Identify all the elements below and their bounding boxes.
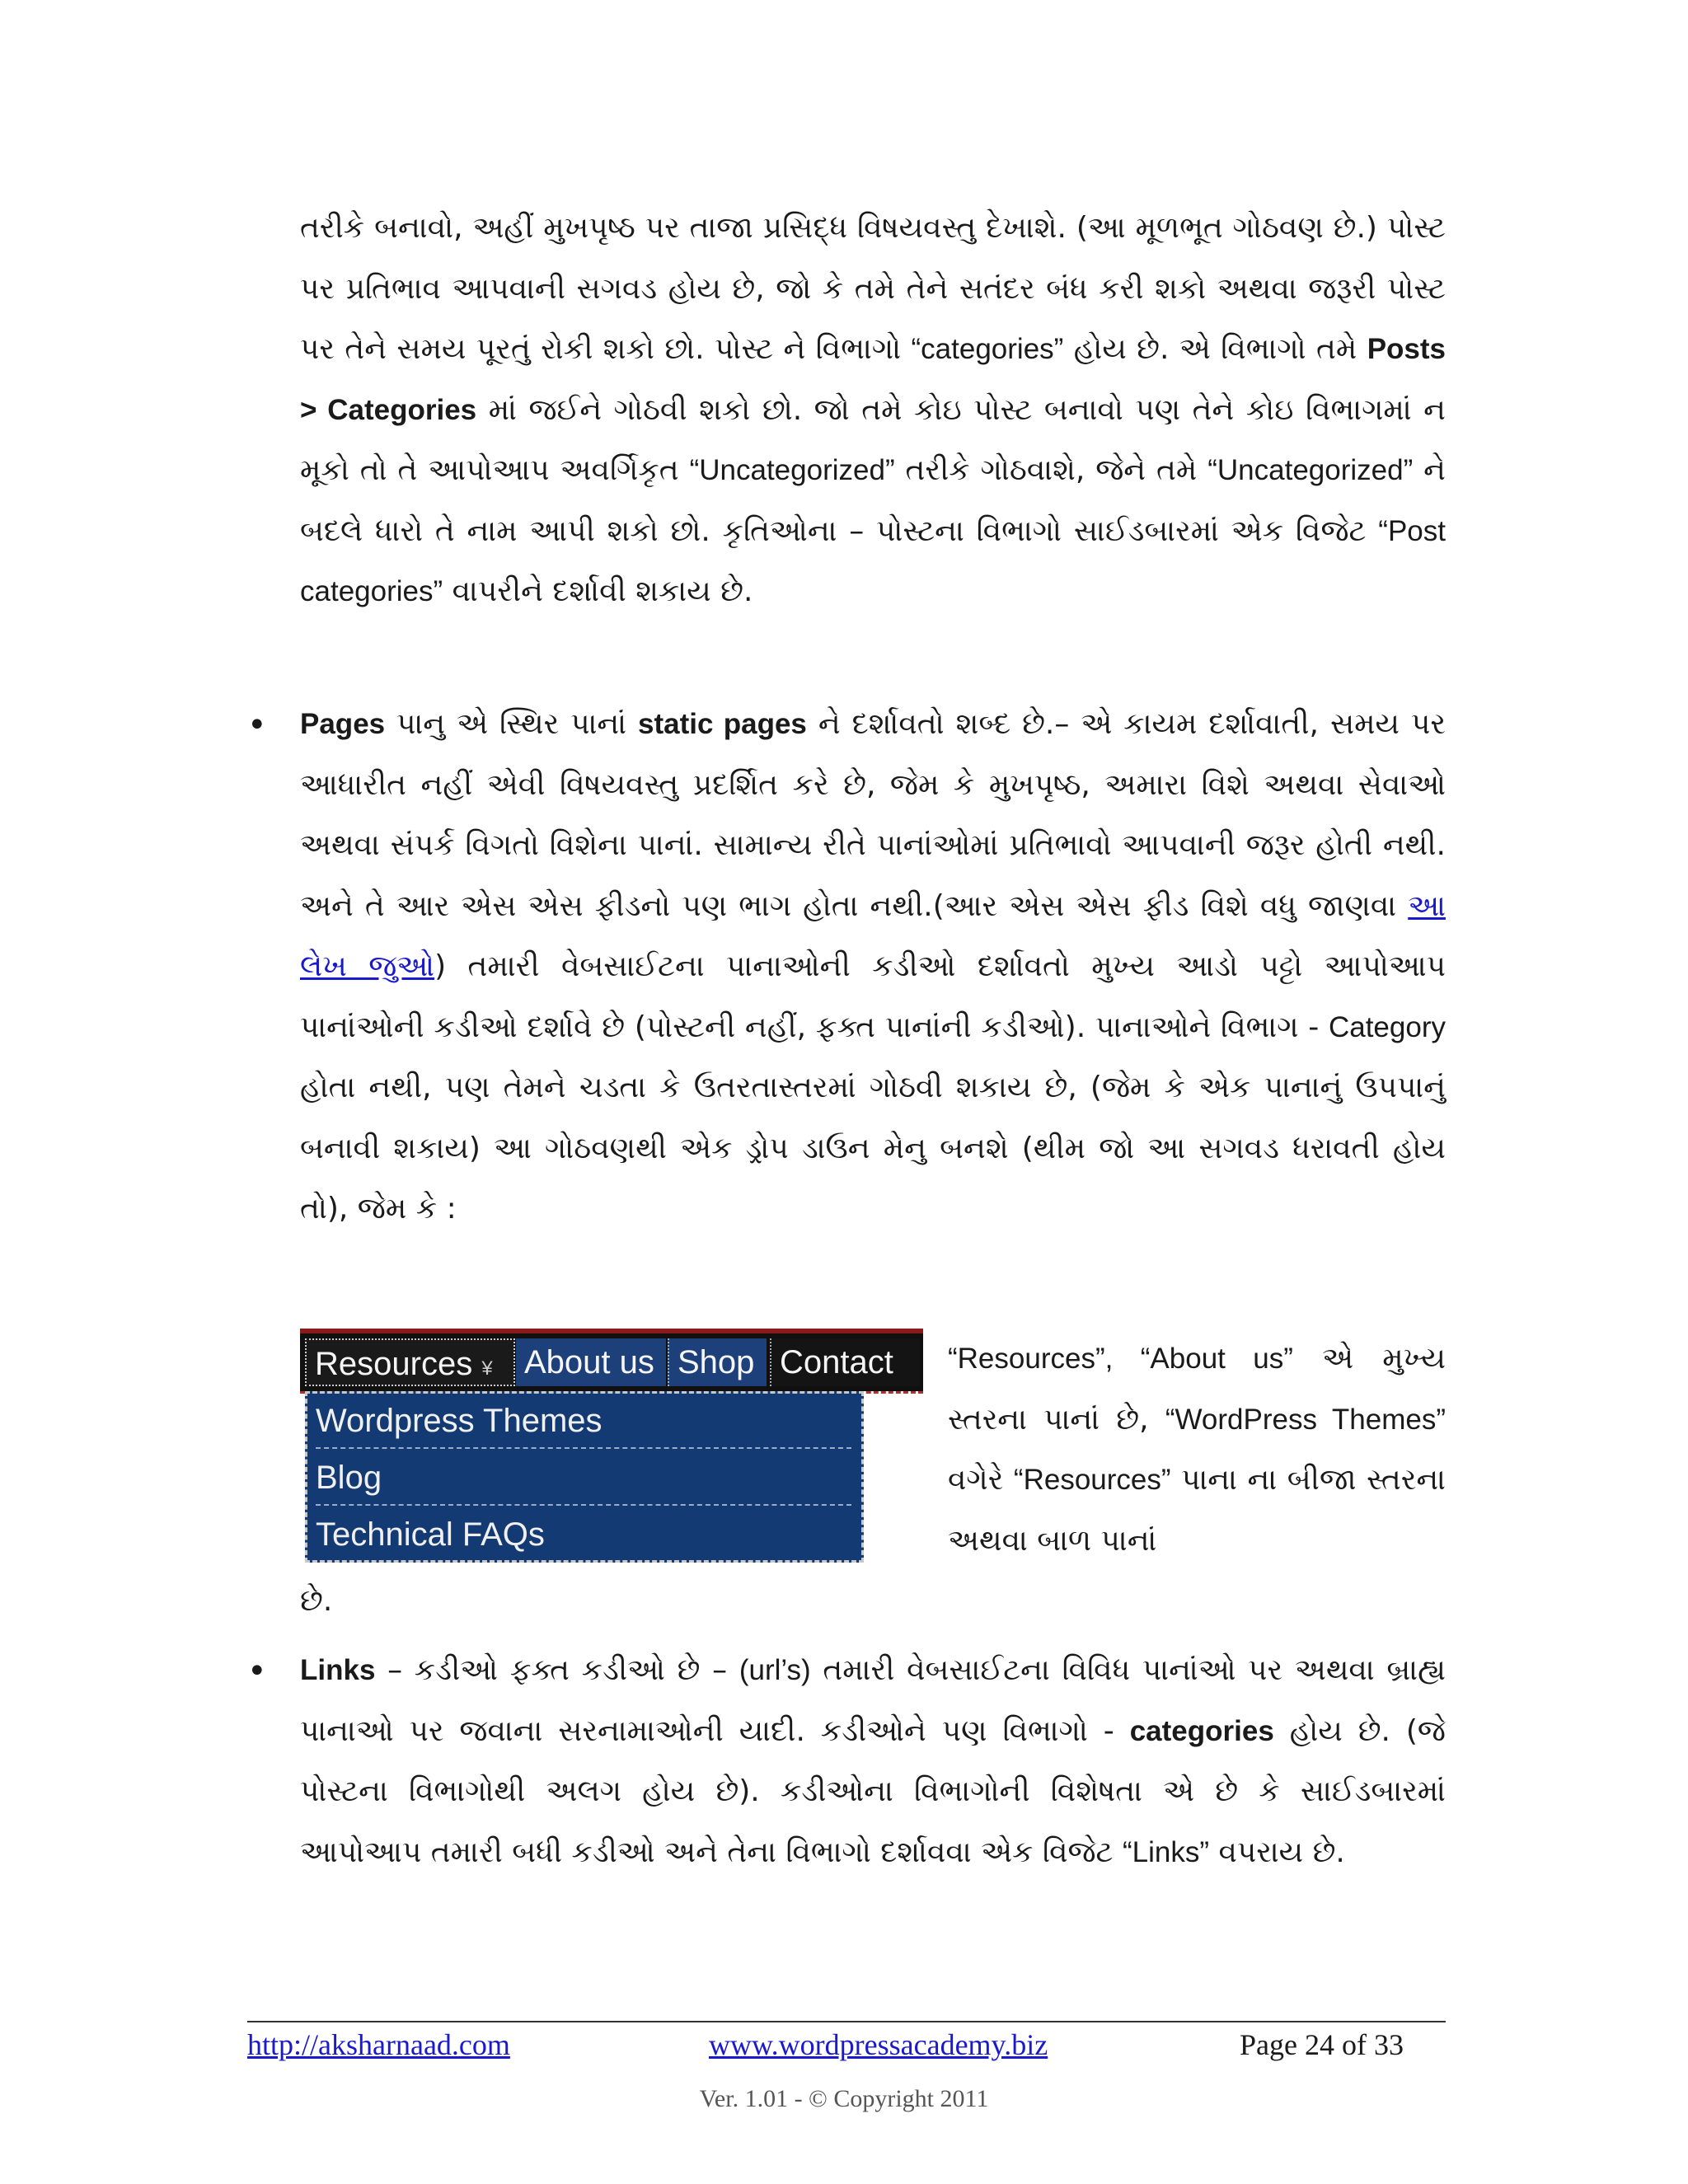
paragraph-links: Links – કડીઓ ફક્ત કડીઓ છે – (url’s) તમારી વેબસાઈટના વિવિધ પાનાંઓ પર અથવા બ્રાહ્ય પાનાઓ પર જવાના સરનામાઓની યાદી. કડીઓને પણ વિભાગો - categories હોય છે. (જે પોસ્ટના વિભાગોથી અલગ હોય છે). કડીઓના વિભાગોની વિશેષતા એ છે કે સાઈડબારમાં આપોઆપ તમારી બધી કડીઓ અને તેના વિભાગો દર્શાવવા એક વિજેટ “Links” વપરાય છે. [300,1653,1446,1869]
menu-bar [300,1329,923,1391]
dropdown-item-blog[interactable]: Blog [316,1451,851,1506]
bullet-pages [247,715,267,735]
page-number: Page 24 of 33 [1240,2028,1404,2061]
footer-link-aksharnaad[interactable]: http://aksharnaad.com [247,2028,510,2061]
bullet-links [247,1661,267,1681]
paragraph-posts: તરીકે બનાવો, અહીં મુખપૃષ્ઠ પર તાજા પ્રસિદ્ધ વિષયવસ્તુ દેખાશે. (આ મૂળભૂત ગોઠવણ છે.) પોસ્ટ પર પ્રતિભાવ આપવાની સગવડ હોય છે, જો કે તમે તેને સતંદર બંધ કરી શકો અથવા જરૂરી પોસ્ટ પર તેને સમય પૂરતું રોકી શકો છો. પોસ્ટ ને વિભાગો “categories” હોય છે. એ વિભાગો તમે Posts > Categories માં જઈને ગોઠવી શકો છો. જો તમે કોઇ પોસ્ટ બનાવો પણ તેને કોઇ વિભાગમાં ન મૂકો તો તે આપોઆપ અવર્ગિકૃત “Uncategorized” તરીકે ગોઠવાશે, જેને તમે “Uncategorized” ને બદલે ધારો તે નામ આપી શકો છો. કૃતિઓના – પોસ્ટના વિભાગો સાઈડબારમાં એક વિજેટ “Post categories” વાપરીને દર્શાવી શકાય છે. [300,211,1447,608]
menu-item-about-us[interactable]: About us [516,1338,666,1386]
dropdown-item-wordpress-themes[interactable]: Wordpress Themes [316,1394,851,1449]
footer-link-wordpressacademy[interactable]: www.wordpressacademy.biz [709,2028,1048,2061]
menu-item-shop[interactable]: Shop [668,1338,767,1386]
menu-item-contact[interactable]: Contact [770,1338,920,1386]
dropdown-item-technical-faqs[interactable]: Technical FAQs [316,1516,545,1553]
menu-description: “Resources”, “About us” એ મુખ્ય સ્તરના પાનાં છે, “WordPress Themes” વગેરે “Resources” પાના ના બીજા સ્તરના અથવા બાળ પાનાં [948,1342,1446,1558]
dropdown-arrow-icon: ¥ [481,1357,493,1380]
paragraph-pages: Pages પાનુ એ સ્થિર પાનાં static pages ને દર્શાવતો શબ્દ છે.– એ કાયમ દર્શાવાતી, સમય પર આધારીત નહીં એવી વિષયવસ્તુ પ્રદર્શિત કરે છે, જેમ કે મુખપૃષ્ઠ, અમારા વિશે અથવા સેવાઓ અથવા સંપર્ક વિગતો વિશેના પાનાં. સામાન્ય રીતે પાનાંઓમાં પ્રતિભાવો આપવાની જરૂર હોતી નથી. અને તે આર એસ એસ ફીડનો પણ ભાગ હોતા નથી.(આર એસ એસ ફીડ વિશે વધુ જાણવા આ લેખ જુઓ) તમારી વેબસાઈટના પાનાઓની કડીઓ દર્શાવતો મુખ્ય આડો પટ્ટો આપોઆપ પાનાંઓની કડીઓ દર્શાવે છે (પોસ્ટની નહીં, ફક્ત પાનાંની કડીઓ). પાનાઓને વિભાગ - Category હોતા નથી, પણ તેમને ચડતા કે ઉતરતાસ્તરમાં ગોઠવી શકાય છે, (જેમ કે એક પાનાનું ઉપપાનું બનાવી શકાય) આ ગોઠવણથી એક ડ્રોપ ડાઉન મેનુ બનશે (થીમ જો આ સગવડ ધરાવતી હોય તો), જેમ કે : [300,707,1446,1226]
menu-dropdown [305,1391,864,1563]
dropdown-menu-example [300,1329,923,1568]
footer-divider [247,2021,1446,2022]
menu-item-resources[interactable]: Resources ¥ [305,1338,515,1386]
menu-description-end: છે. [300,1584,333,1618]
article-link[interactable]: આ લેખ જુઓ [300,888,1446,983]
copyright-notice: Ver. 1.01 - © Copyright 2011 [699,2085,989,2112]
